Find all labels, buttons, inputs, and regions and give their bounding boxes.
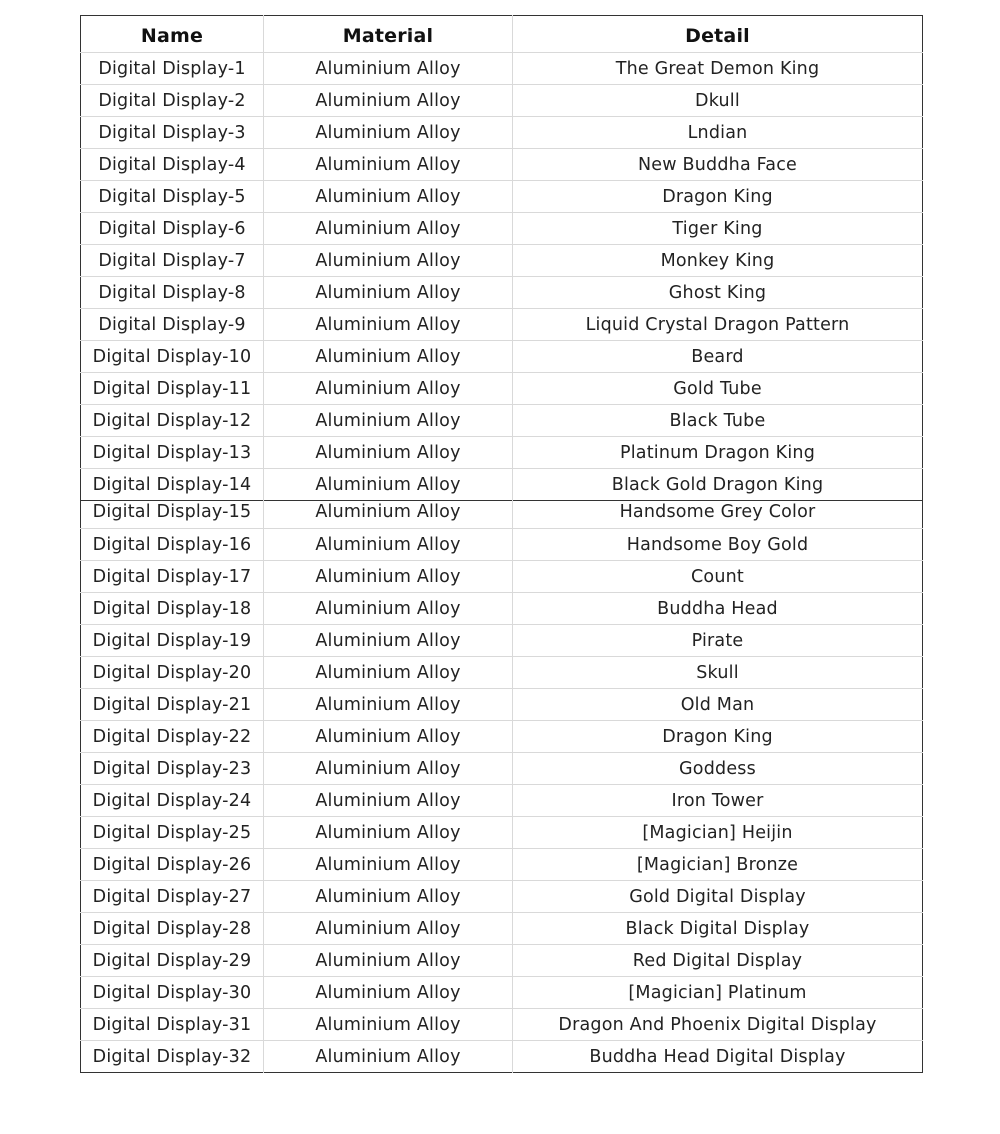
table-row	[81, 501, 923, 529]
cell-material: Aluminium Alloy	[264, 657, 513, 689]
header-detail: Detail	[513, 16, 923, 53]
cell-material: Aluminium Alloy	[264, 689, 513, 721]
cell-material: Aluminium Alloy	[264, 117, 513, 149]
table-row	[81, 469, 923, 501]
cell-name: Digital Display-15	[81, 501, 264, 529]
cell-detail: Dkull	[513, 85, 923, 117]
cell-detail: Dragon And Phoenix Digital Display	[513, 1009, 923, 1041]
cell-name: Digital Display-24	[81, 785, 264, 817]
cell-material: Aluminium Alloy	[264, 1009, 513, 1041]
cell-material: Aluminium Alloy	[264, 341, 513, 373]
table-row	[81, 213, 923, 245]
cell-material: Aluminium Alloy	[264, 277, 513, 309]
cell-detail: Handsome Grey Color	[513, 501, 923, 529]
cell-detail: Red Digital Display	[513, 945, 923, 977]
cell-detail: Skull	[513, 657, 923, 689]
cell-name: Digital Display-31	[81, 1009, 264, 1041]
cell-material: Aluminium Alloy	[264, 53, 513, 85]
table-row	[81, 817, 923, 849]
cell-name: Digital Display-7	[81, 245, 264, 277]
cell-detail: Liquid Crystal Dragon Pattern	[513, 309, 923, 341]
cell-name: Digital Display-5	[81, 181, 264, 213]
table-row	[81, 785, 923, 817]
cell-detail: Count	[513, 561, 923, 593]
header-row	[81, 16, 923, 53]
cell-detail: Gold Digital Display	[513, 881, 923, 913]
cell-material: Aluminium Alloy	[264, 849, 513, 881]
cell-material: Aluminium Alloy	[264, 721, 513, 753]
table-row	[81, 561, 923, 593]
cell-detail: Goddess	[513, 753, 923, 785]
cell-name: Digital Display-29	[81, 945, 264, 977]
cell-material: Aluminium Alloy	[264, 945, 513, 977]
product-table-part-2	[80, 501, 923, 1073]
table-body-part-1	[81, 53, 923, 501]
cell-material: Aluminium Alloy	[264, 913, 513, 945]
cell-material: Aluminium Alloy	[264, 149, 513, 181]
product-sheet	[80, 15, 922, 1073]
table-row	[81, 181, 923, 213]
cell-name: Digital Display-19	[81, 625, 264, 657]
cell-name: Digital Display-27	[81, 881, 264, 913]
cell-name: Digital Display-8	[81, 277, 264, 309]
table-row	[81, 977, 923, 1009]
cell-detail: Tiger King	[513, 213, 923, 245]
cell-material: Aluminium Alloy	[264, 593, 513, 625]
cell-detail: Old Man	[513, 689, 923, 721]
cell-material: Aluminium Alloy	[264, 977, 513, 1009]
table-row	[81, 529, 923, 561]
cell-name: Digital Display-23	[81, 753, 264, 785]
table-row	[81, 881, 923, 913]
cell-detail: Buddha Head Digital Display	[589, 1046, 846, 1067]
cell-material: Aluminium Alloy	[264, 213, 513, 245]
cell-detail: Black Digital Display	[513, 913, 923, 945]
cell-detail: [Magician] Platinum	[513, 977, 923, 1009]
cell-detail: Ghost King	[513, 277, 923, 309]
cell-material: Aluminium Alloy	[264, 245, 513, 277]
table-row	[81, 373, 923, 405]
cell-detail: Black Tube	[513, 405, 923, 437]
cell-detail: Beard	[513, 341, 923, 373]
table-row	[81, 341, 923, 373]
cell-detail: Lndian	[513, 117, 923, 149]
cell-material: Aluminium Alloy	[264, 753, 513, 785]
cell-name: Digital Display-32	[81, 1041, 264, 1073]
cell-material: Aluminium Alloy	[264, 85, 513, 117]
cell-detail: Buddha Head	[513, 593, 923, 625]
cell-detail: Black Gold Dragon King	[611, 474, 824, 495]
cell-name: Digital Display-16	[81, 529, 264, 561]
cell-detail: Dragon King	[513, 721, 923, 753]
table-row	[81, 849, 923, 881]
cell-detail: Dragon King	[513, 181, 923, 213]
cell-detail: Platinum Dragon King	[513, 437, 923, 469]
table-row	[81, 149, 923, 181]
cell-name: Digital Display-2	[81, 85, 264, 117]
table-body-part-2	[81, 501, 923, 1073]
header-name: Name	[81, 16, 264, 53]
cell-material: Aluminium Alloy	[264, 373, 513, 405]
cell-name: Digital Display-3	[81, 117, 264, 149]
cell-detail: Handsome Boy Gold	[513, 529, 923, 561]
table-row	[81, 85, 923, 117]
cell-detail: The Great Demon King	[513, 53, 923, 85]
cell-material: Aluminium Alloy	[264, 309, 513, 341]
cell-material: Aluminium Alloy	[264, 785, 513, 817]
cell-material: Aluminium Alloy	[264, 625, 513, 657]
cell-material: Aluminium Alloy	[264, 817, 513, 849]
table-row	[81, 437, 923, 469]
cell-material: Aluminium Alloy	[264, 437, 513, 469]
table-row	[81, 1009, 923, 1041]
table-row	[81, 657, 923, 689]
table-row	[81, 245, 923, 277]
cell-name: Digital Display-4	[81, 149, 264, 181]
cell-name: Digital Display-20	[81, 657, 264, 689]
product-table-part-1	[80, 15, 923, 501]
table-row	[81, 625, 923, 657]
cell-name: Digital Display-21	[81, 689, 264, 721]
table-row	[81, 913, 923, 945]
cell-name: Digital Display-26	[81, 849, 264, 881]
cell-name: Digital Display-12	[81, 405, 264, 437]
cell-name: Digital Display-25	[81, 817, 264, 849]
cell-detail: New Buddha Face	[513, 149, 923, 181]
cell-detail: Iron Tower	[513, 785, 923, 817]
cell-name: Digital Display-28	[81, 913, 264, 945]
table-row	[81, 405, 923, 437]
table-row	[81, 1041, 923, 1073]
cell-name: Digital Display-18	[81, 593, 264, 625]
cell-detail: [Magician] Heijin	[513, 817, 923, 849]
cell-detail: [Magician] Bronze	[513, 849, 923, 881]
table-row	[81, 753, 923, 785]
cell-name: Digital Display-10	[81, 341, 264, 373]
table-row	[81, 309, 923, 341]
table-row	[81, 945, 923, 977]
cell-name: Digital Display-30	[81, 977, 264, 1009]
cell-name: Digital Display-22	[81, 721, 264, 753]
cell-material: Aluminium Alloy	[264, 469, 513, 501]
cell-name: Digital Display-11	[81, 373, 264, 405]
header-material: Material	[264, 16, 513, 53]
cell-name: Digital Display-17	[81, 561, 264, 593]
cell-detail: Gold Tube	[513, 373, 923, 405]
cell-material: Aluminium Alloy	[264, 405, 513, 437]
cell-material: Aluminium Alloy	[264, 501, 513, 529]
cell-material: Aluminium Alloy	[264, 529, 513, 561]
cell-name: Digital Display-6	[81, 213, 264, 245]
cell-material: Aluminium Alloy	[264, 1041, 513, 1073]
cell-name: Digital Display-13	[81, 437, 264, 469]
cell-name: Digital Display-9	[81, 309, 264, 341]
table-row	[81, 53, 923, 85]
cell-name: Digital Display-14	[81, 469, 264, 501]
table-row	[81, 689, 923, 721]
table-row	[81, 277, 923, 309]
table-row	[81, 117, 923, 149]
table-row	[81, 593, 923, 625]
cell-material: Aluminium Alloy	[264, 181, 513, 213]
cell-material: Aluminium Alloy	[264, 561, 513, 593]
cell-detail: Monkey King	[513, 245, 923, 277]
cell-material: Aluminium Alloy	[264, 881, 513, 913]
cell-name: Digital Display-1	[81, 53, 264, 85]
cell-detail: Pirate	[513, 625, 923, 657]
table-row	[81, 721, 923, 753]
